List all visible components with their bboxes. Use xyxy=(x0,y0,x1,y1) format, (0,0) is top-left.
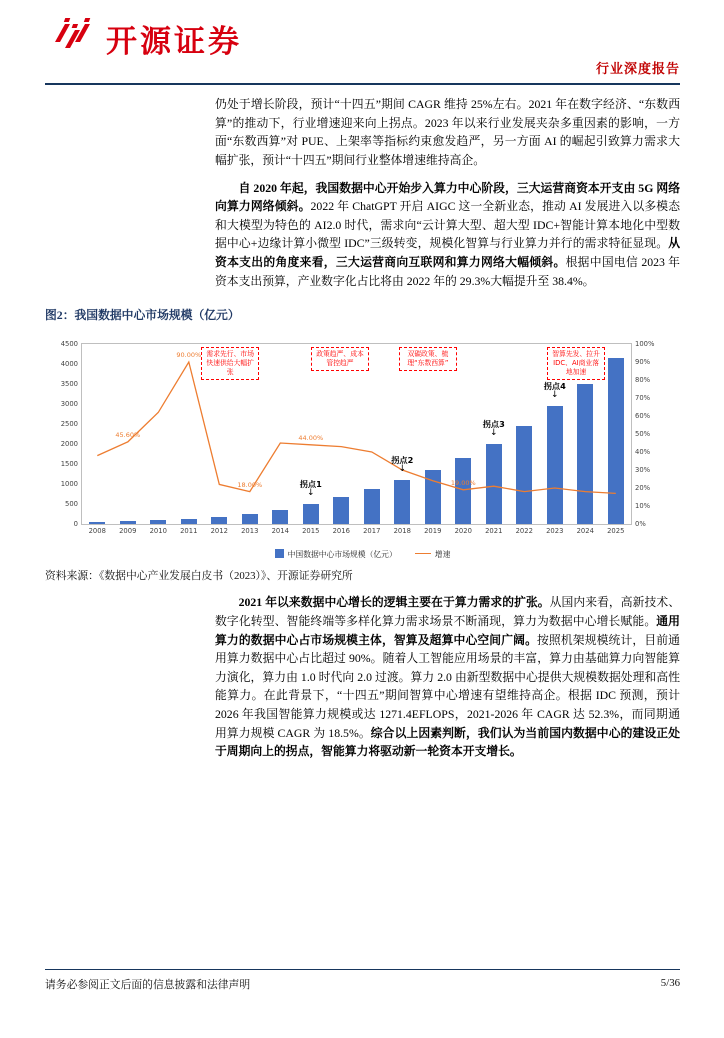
brand-name: 开源证券 xyxy=(106,24,242,59)
x-tick-2013: 2013 xyxy=(241,527,259,536)
x-tick-2020: 2020 xyxy=(454,527,472,536)
down-arrow-icon: ↓ xyxy=(398,463,407,474)
paragraph-2 xyxy=(215,179,680,291)
chart-legend xyxy=(45,549,680,560)
x-tick-2024: 2024 xyxy=(576,527,594,536)
y-tick-left-500: 500 xyxy=(65,500,78,509)
down-arrow-icon: ↓ xyxy=(489,427,498,438)
chart-plot-area xyxy=(60,340,655,536)
header-divider xyxy=(45,83,680,85)
body-text-column xyxy=(215,95,680,290)
paragraph-3 xyxy=(215,593,680,761)
y-tick-left-2500: 2500 xyxy=(60,420,78,429)
line-point-label-2020: 19.00% xyxy=(450,479,476,488)
inflection-label-拐点3 xyxy=(483,420,505,438)
down-arrow-icon: ↓ xyxy=(550,389,559,400)
paragraph-3-normal-2: 按照机架规模统计，目前通用算力数据中心占比超过 90%。随着人工智能应用场景的丰富，算力由基础算力向智能算力演化，算力由 1.0 时代向 2.0 过渡。算力 2.0 由新型数据中心提供大规模数据处理和高性能算力。在此背景下，“十四五”期间智算中心增速有望维持高企。根据 IDC 预测，预计 2026 年我国智能算力规模或达 1271.4EFLOPS，2021-2026 年 CAGR 达 52.3%，而同期通用算力规模 CAGR 为 18.5%。 xyxy=(215,632,680,740)
y-tick-left-0: 0 xyxy=(73,520,78,529)
y-tick-left-3000: 3000 xyxy=(60,400,78,409)
inflection-text: 拐点3 xyxy=(482,419,505,430)
x-tick-2022: 2022 xyxy=(515,527,533,536)
brand-logo xyxy=(51,16,242,61)
inflection-label-拐点2 xyxy=(391,456,413,474)
x-tick-2008: 2008 xyxy=(88,527,106,536)
footer-divider xyxy=(45,969,680,970)
x-tick-2014: 2014 xyxy=(271,527,289,536)
line-point-label-2015: 44.00% xyxy=(298,434,324,443)
x-tick-2012: 2012 xyxy=(210,527,228,536)
paragraph-1-text: 仍处于增长阶段，预计“十四五”期间 CAGR 维持 25%左右。2021 年在数字经济、“东数西算”的推动下，行业增速迎来向上拐点。2023 年以来行业发展夹杂多重因素的影响，一方面“东数西算”对 PUE、上架率等指标约束愈发趋严，另一方面 AI 的崛起引致算力需求大幅扩张，预计“十四五”期间行业整体增速维持高企。 xyxy=(215,97,680,167)
paragraph-1 xyxy=(215,95,680,170)
paragraph-2-normal-2: 根据中国电信 2023 年资本支出预算，产业数字化占比将由 2022 年的 29.3%大幅提升至 38.4%。 xyxy=(215,255,680,288)
y-tick-right-40: 40% xyxy=(635,448,651,457)
figure-chart xyxy=(45,329,680,561)
x-tick-2021: 2021 xyxy=(485,527,503,536)
inflection-label-拐点4 xyxy=(544,382,566,400)
legend-label: 增速 xyxy=(434,550,451,560)
annotation-box-2: 政策趋严、成本管控趋严 xyxy=(311,347,369,371)
y-tick-left-4500: 4500 xyxy=(60,340,78,349)
page-footer xyxy=(45,969,680,992)
paragraph-3-normal-1: 从国内来看，高新技术、数字化转型、智能终端等多样化算力需求场景不断涌现，算力为数据中心增长赋能。 xyxy=(215,595,680,628)
y-tick-left-3500: 3500 xyxy=(60,380,78,389)
legend-item xyxy=(415,549,451,560)
y-tick-right-60: 60% xyxy=(635,412,651,421)
inflection-text: 拐点4 xyxy=(543,381,566,392)
figure-caption: 图2：我国数据中心市场规模（亿元） xyxy=(45,308,240,323)
annotation-box-1: 需求先行、市场快速供给大幅扩张 xyxy=(201,347,259,379)
y-tick-right-10: 10% xyxy=(635,502,651,511)
x-tick-2025: 2025 xyxy=(607,527,625,536)
y-tick-left-1000: 1000 xyxy=(60,480,78,489)
y-tick-right-100: 100% xyxy=(635,340,655,349)
x-tick-2010: 2010 xyxy=(149,527,167,536)
x-tick-2018: 2018 xyxy=(393,527,411,536)
body-text-column-2 xyxy=(215,593,680,761)
paragraph-2-bold-2: 从资本支出的角度来看，三大运营商向互联网和算力网络大幅倾斜。 xyxy=(215,236,680,269)
line-point-label-2009: 45.60% xyxy=(115,431,141,440)
paragraph-3-bold-2: 通用算力的数据中心占市场规模主体，智算及超算中心空间广阔。 xyxy=(215,613,680,647)
paragraph-3-bold-1: 2021 年以来数据中心增长的逻辑主要在于算力需求的扩张。 xyxy=(238,595,550,610)
legend-bar-swatch xyxy=(275,549,284,558)
x-tick-2015: 2015 xyxy=(302,527,320,536)
report-page xyxy=(0,14,724,991)
y-tick-right-20: 20% xyxy=(635,484,651,493)
x-tick-2019: 2019 xyxy=(424,527,442,536)
y-tick-right-90: 90% xyxy=(635,358,651,367)
report-header xyxy=(45,14,680,80)
down-arrow-icon: ↓ xyxy=(306,487,315,498)
y-tick-left-4000: 4000 xyxy=(60,360,78,369)
y-tick-right-0: 0% xyxy=(635,520,646,529)
inflection-text: 拐点2 xyxy=(391,455,414,466)
line-point-label-2011: 90.00% xyxy=(176,351,202,360)
y-tick-left-2000: 2000 xyxy=(60,440,78,449)
legend-item xyxy=(275,549,397,560)
y-tick-right-80: 80% xyxy=(635,376,651,385)
annotation-box-4: 智算先发、拉升IDC、AI商业落地加速 xyxy=(547,347,605,379)
x-tick-2017: 2017 xyxy=(363,527,381,536)
y-tick-left-1500: 1500 xyxy=(60,460,78,469)
figure-source: 资料来源：《数据中心产业发展白皮书（2023）》、开源证券研究所 xyxy=(45,570,353,583)
inflection-label-拐点1 xyxy=(300,480,322,498)
report-type-label: 行业深度报告 xyxy=(595,61,680,76)
page-number: 5/36 xyxy=(660,977,680,989)
brand-logo-icon xyxy=(51,16,97,61)
x-tick-2009: 2009 xyxy=(119,527,137,536)
paragraph-2-bold-1: 自 2020 年起，我国数据中心开始步入算力中心阶段，三大运营商资本开支由 5G 网络向算力网络倾斜。 xyxy=(215,180,680,214)
inflection-text: 拐点1 xyxy=(299,479,322,490)
y-tick-right-30: 30% xyxy=(635,466,651,475)
paragraph-3-bold-3: 综合以上因素判断，我们认为当前国内数据中心的建设正处于周期向上的拐点，智能算力将驱动新一轮资本开支增长。 xyxy=(215,725,680,759)
footer-disclaimer: 请务必参阅正文后面的信息披露和法律声明 xyxy=(45,979,251,991)
x-tick-2016: 2016 xyxy=(332,527,350,536)
annotation-box-3: 双碳政策、梳理“东数西算” xyxy=(399,347,457,371)
line-point-label-2013: 18.00% xyxy=(237,480,263,489)
x-tick-2011: 2011 xyxy=(180,527,198,536)
x-tick-2023: 2023 xyxy=(546,527,564,536)
y-tick-right-50: 50% xyxy=(635,430,651,439)
paragraph-2-normal-1: 2022 年 ChatGPT 开启 AIGC 这一全新业态，推动 AI 发展进入以多模态和大模型为特色的 AI2.0 时代，需求向“云计算大型、超大型 IDC+智能计算本地化中型数据中心+边缘计算小微型 IDC”三级转变，规模化智算与行业算力并行的需求特征显现。 xyxy=(215,199,680,251)
legend-label: 中国数据中心市场规模（亿元） xyxy=(287,550,397,560)
legend-line-swatch xyxy=(415,553,431,554)
y-tick-right-70: 70% xyxy=(635,394,651,403)
